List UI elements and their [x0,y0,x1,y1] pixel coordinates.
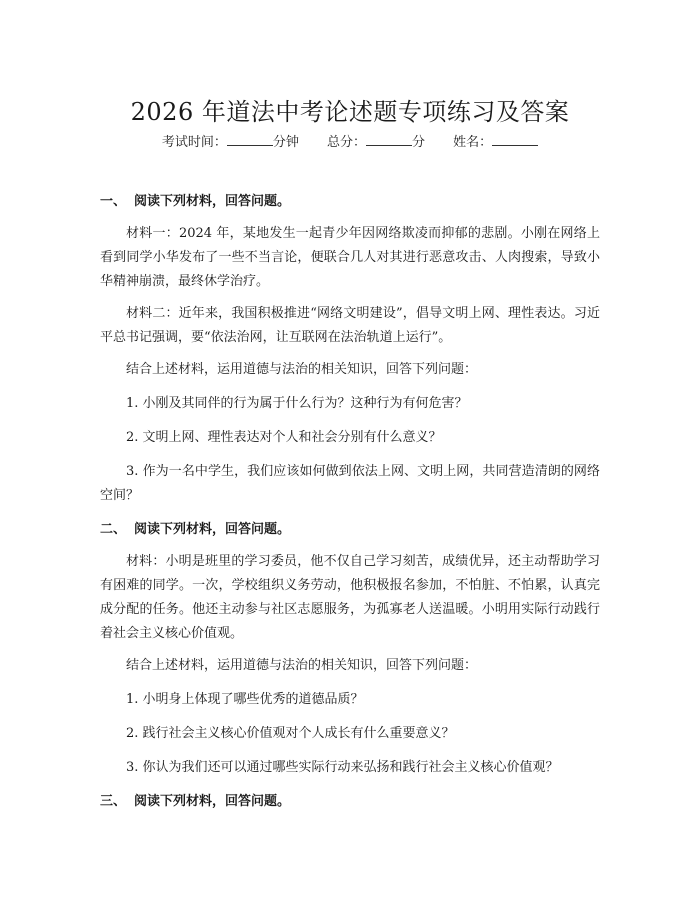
question-item: 1. 小刚及其同伴的行为属于什么行为？这种行为有何危害？ [126,396,468,411]
exam-time-field [162,131,299,153]
total-score-unit: 分 [412,135,426,150]
section-heading [100,790,600,814]
section-heading [100,518,600,542]
section-1 [100,190,600,508]
section-heading-text: 阅读下列材料，回答问题。 [134,794,291,809]
section-number: 三、 [100,794,127,809]
question-item: 3. 你认为我们还可以通过哪些实际行动来弘扬和践行社会主义核心价值观？ [126,760,559,775]
question-item: 1. 小明身上体现了哪些优秀的道德品质？ [126,692,364,707]
section-2 [100,518,600,780]
total-score-label: 总分： [326,135,366,150]
instruction-paragraph: 结合上述材料，运用道德与法治的相关知识，回答下列问题： [126,658,478,673]
material-paragraph: 材料：小明是班里的学习委员，他不仅自己学习刻苦，成绩优异，还主动帮助学习有困难的同学。一次，学校组织义务劳动，他积极报名参加，不怕脏、不怕累，认真完成分配的任务。他还主动参与社区志愿服务，为孤寡老人送温暖。小明用实际行动践行着社会主义核心价值观。 [100,554,600,641]
question-item: 3. 作为一名中学生，我们应该如何做到依法上网、文明上网，共同营造清朗的网络空间？ [100,464,600,503]
section-heading-text: 阅读下列材料，回答问题。 [134,522,291,537]
total-score-blank [366,131,412,146]
exam-time-unit: 分钟 [272,135,299,150]
student-name-field [453,131,538,153]
exam-time-blank [227,131,273,146]
section-heading [100,190,600,214]
total-score-field [327,131,425,153]
material-paragraph: 材料二：近年来，我国积极推进“网络文明建设”，倡导文明上网、理性表达。习近平总书记强调，要“依法治网，让互联网在法治轨道上运行”。 [100,306,600,345]
section-number: 二、 [100,522,127,537]
section-number: 一、 [100,194,127,209]
section-3 [100,790,600,814]
section-heading-text: 阅读下列材料，回答问题。 [134,194,291,209]
instruction-paragraph: 结合上述材料，运用道德与法治的相关知识，回答下列问题： [126,362,478,377]
question-item: 2. 践行社会主义核心价值观对个人成长有什么重要意义？ [126,726,455,741]
material-paragraph: 材料一：2024 年，某地发生一起青少年因网络欺凌而抑郁的悲剧。小刚在网络上看到同学小华发布了一些不当言论，便联合几人对其进行恶意攻击、人肉搜索，导致小华精神崩溃，最终休学治疗。 [100,226,600,289]
student-name-label: 姓名： [453,135,493,150]
exam-content [100,190,600,814]
document-title: 2026 年道法中考论述题专项练习及答案 [130,98,570,127]
exam-time-label: 考试时间： [161,135,227,150]
question-item: 2. 文明上网、理性表达对个人和社会分别有什么意义？ [126,430,442,445]
exam-meta-row [0,131,700,153]
student-name-blank [492,131,538,146]
